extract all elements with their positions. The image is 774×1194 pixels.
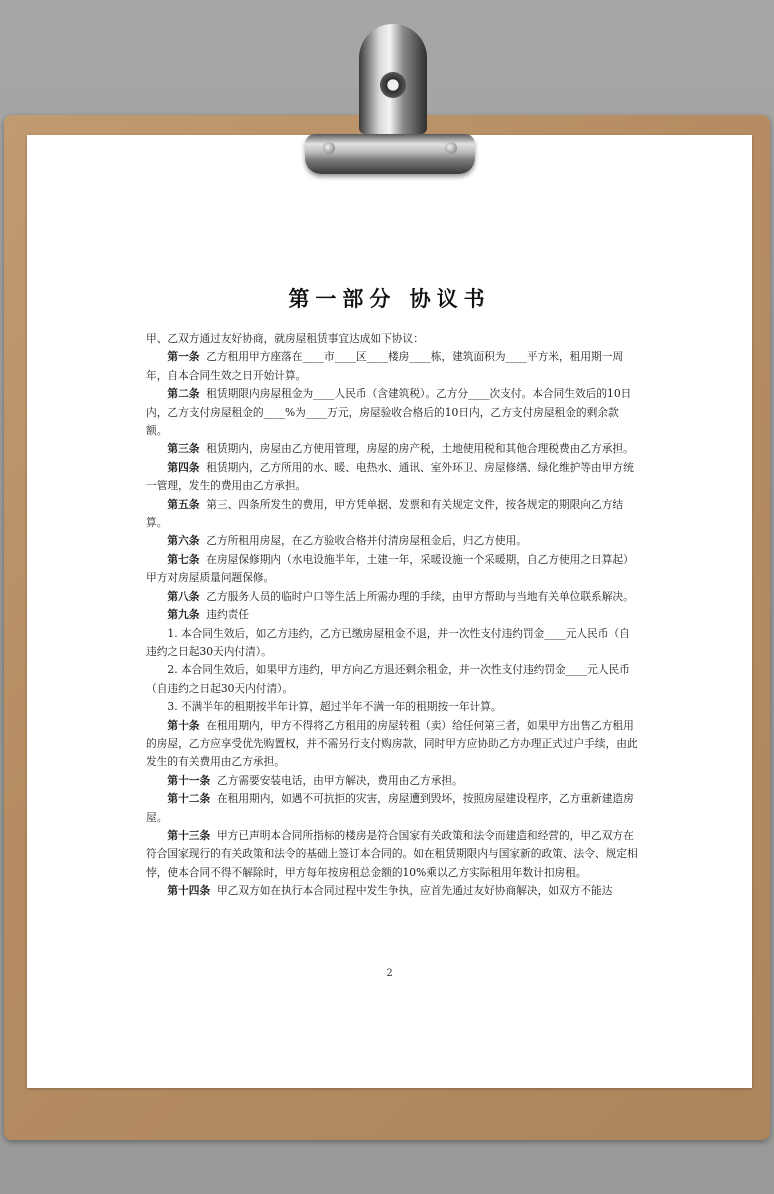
clause-label: 第十条 — [167, 718, 200, 732]
clause-text: 违约责任 — [206, 608, 250, 622]
intro-paragraph: 甲、乙双方通过友好协商，就房屋租赁事宜达成如下协议： — [146, 332, 424, 345]
clause-label: 第十二条 — [167, 792, 211, 806]
clause-4 — [146, 459, 639, 496]
clause-label: 第十四条 — [167, 884, 211, 898]
document-body — [146, 330, 639, 901]
clause-label: 第一条 — [167, 350, 200, 364]
clip-hole — [380, 72, 406, 98]
clause-text: 乙方所租用房屋，在乙方验收合格并付清房屋租金后，归乙方使用。 — [206, 534, 527, 548]
clause-6 — [146, 532, 639, 550]
clause-label: 第十一条 — [167, 773, 211, 787]
document-page — [27, 135, 752, 1088]
clause-label: 第五条 — [167, 497, 200, 511]
clause-text: 乙方服务人员的临时户口等生活上所需办理的手续，由甲方帮助与当地有关单位联系解决。 — [206, 589, 634, 603]
clause-text: 在房屋保修期内（水电设施半年，土建一年，采暖设施一个采暖期，自乙方使用之日算起）甲方对房屋质量问题保修。 — [146, 552, 634, 585]
clause-label: 第十三条 — [167, 828, 211, 842]
document-title: 第一部分 协议书 — [288, 287, 491, 311]
binder-clip-icon — [305, 24, 475, 176]
clip-rivet — [445, 142, 457, 154]
sub-item-2: 2. 本合同生效后，如果甲方违约，甲方向乙方退还剩余租金，并一次性支付违约罚金____元人民币（自违约之日起30天内付清）。 — [146, 663, 630, 695]
page-number: 2 — [386, 968, 393, 979]
clause-7 — [146, 551, 639, 588]
clause-label: 第四条 — [167, 460, 200, 474]
clause-text: 在租用期内，甲方不得将乙方租用的房屋转租（卖）给任何第三者，如果甲方出售乙方租用的房屋，乙方应享受优先购置权，并不需另行支付购房款，同时甲方应协助乙方办理正式过户手续，由此发生的有关费用由乙方承担。 — [146, 718, 638, 769]
clause-9 — [146, 606, 639, 624]
clause-label: 第三条 — [167, 442, 200, 456]
clause-text: 租赁期内，房屋由乙方使用管理，房屋的房产税，土地使用税和其他合理税费由乙方承担。 — [206, 442, 634, 456]
clause-text: 乙方租用甲方座落在____市____区____楼房____栋，建筑面积为____平方米，租用期一周年，自本合同生效之日开始计算。 — [146, 350, 624, 382]
clause-5 — [146, 496, 639, 533]
clause-text: 甲乙双方如在执行本合同过程中发生争执，应首先通过友好协商解决，如双方不能达 — [216, 884, 613, 898]
clause-label: 第六条 — [167, 534, 200, 548]
clause-1 — [146, 348, 639, 385]
clause-text: 第三、四条所发生的费用，甲方凭单据、发票和有关规定文件，按各规定的期限向乙方结算。 — [146, 497, 624, 530]
sub-item-3: 3. 不满半年的租期按半年计算，超过半年不满一年的租期按一年计算。 — [167, 700, 502, 714]
clause-label: 第七条 — [167, 552, 200, 566]
clause-text: 租赁期限内房屋租金为____人民币（含建筑税）。乙方分____次支付。本合同生效后的10日内，乙方支付房屋租金的____%为____万元，房屋验收合格后的10日内，乙方支付房屋租金的剩余款额。 — [146, 387, 632, 438]
clause-text: 租赁期内，乙方所用的水、暖、电热水、通讯、室外环卫、房屋修缮、绿化维护等由甲方统一管理，发生的费用由乙方承担。 — [146, 460, 634, 493]
clause-text: 乙方需要安装电话，由甲方解决，费用由乙方承担。 — [216, 773, 463, 787]
clause-11 — [146, 772, 639, 790]
clause-label: 第二条 — [167, 387, 200, 401]
clause-2 — [146, 385, 639, 440]
clip-rivet — [323, 142, 335, 154]
clause-10 — [146, 717, 639, 772]
clause-text: 甲方已声明本合同所指标的楼房是符合国家有关政策和法令而建造和经营的，甲乙双方在符合国家现行的有关政策和法令的基础上签订本合同的。如在租赁期限内与国家新的政策、法令、规定相悖，使本合同不得不解除时，甲方每年按房租总金额的10%乘以乙方实际租用年数计扣房租。 — [146, 828, 638, 879]
clause-label: 第九条 — [167, 608, 200, 622]
clause-label: 第八条 — [167, 589, 200, 603]
clause-3 — [146, 440, 639, 458]
clause-13 — [146, 827, 639, 882]
clause-text: 在租用期内，如遇不可抗拒的灾害，房屋遭到毁坏，按照房屋建设程序，乙方重新建造房屋。 — [146, 792, 634, 824]
clip-base — [305, 134, 475, 174]
sub-item-1: 1. 本合同生效后，如乙方违约，乙方已缴房屋租金不退，并一次性支付违约罚金____元人民币（自违约之日起30天内付清）。 — [146, 626, 630, 658]
clause-14 — [146, 882, 639, 900]
clause-8 — [146, 588, 639, 606]
clause-12 — [146, 790, 639, 827]
